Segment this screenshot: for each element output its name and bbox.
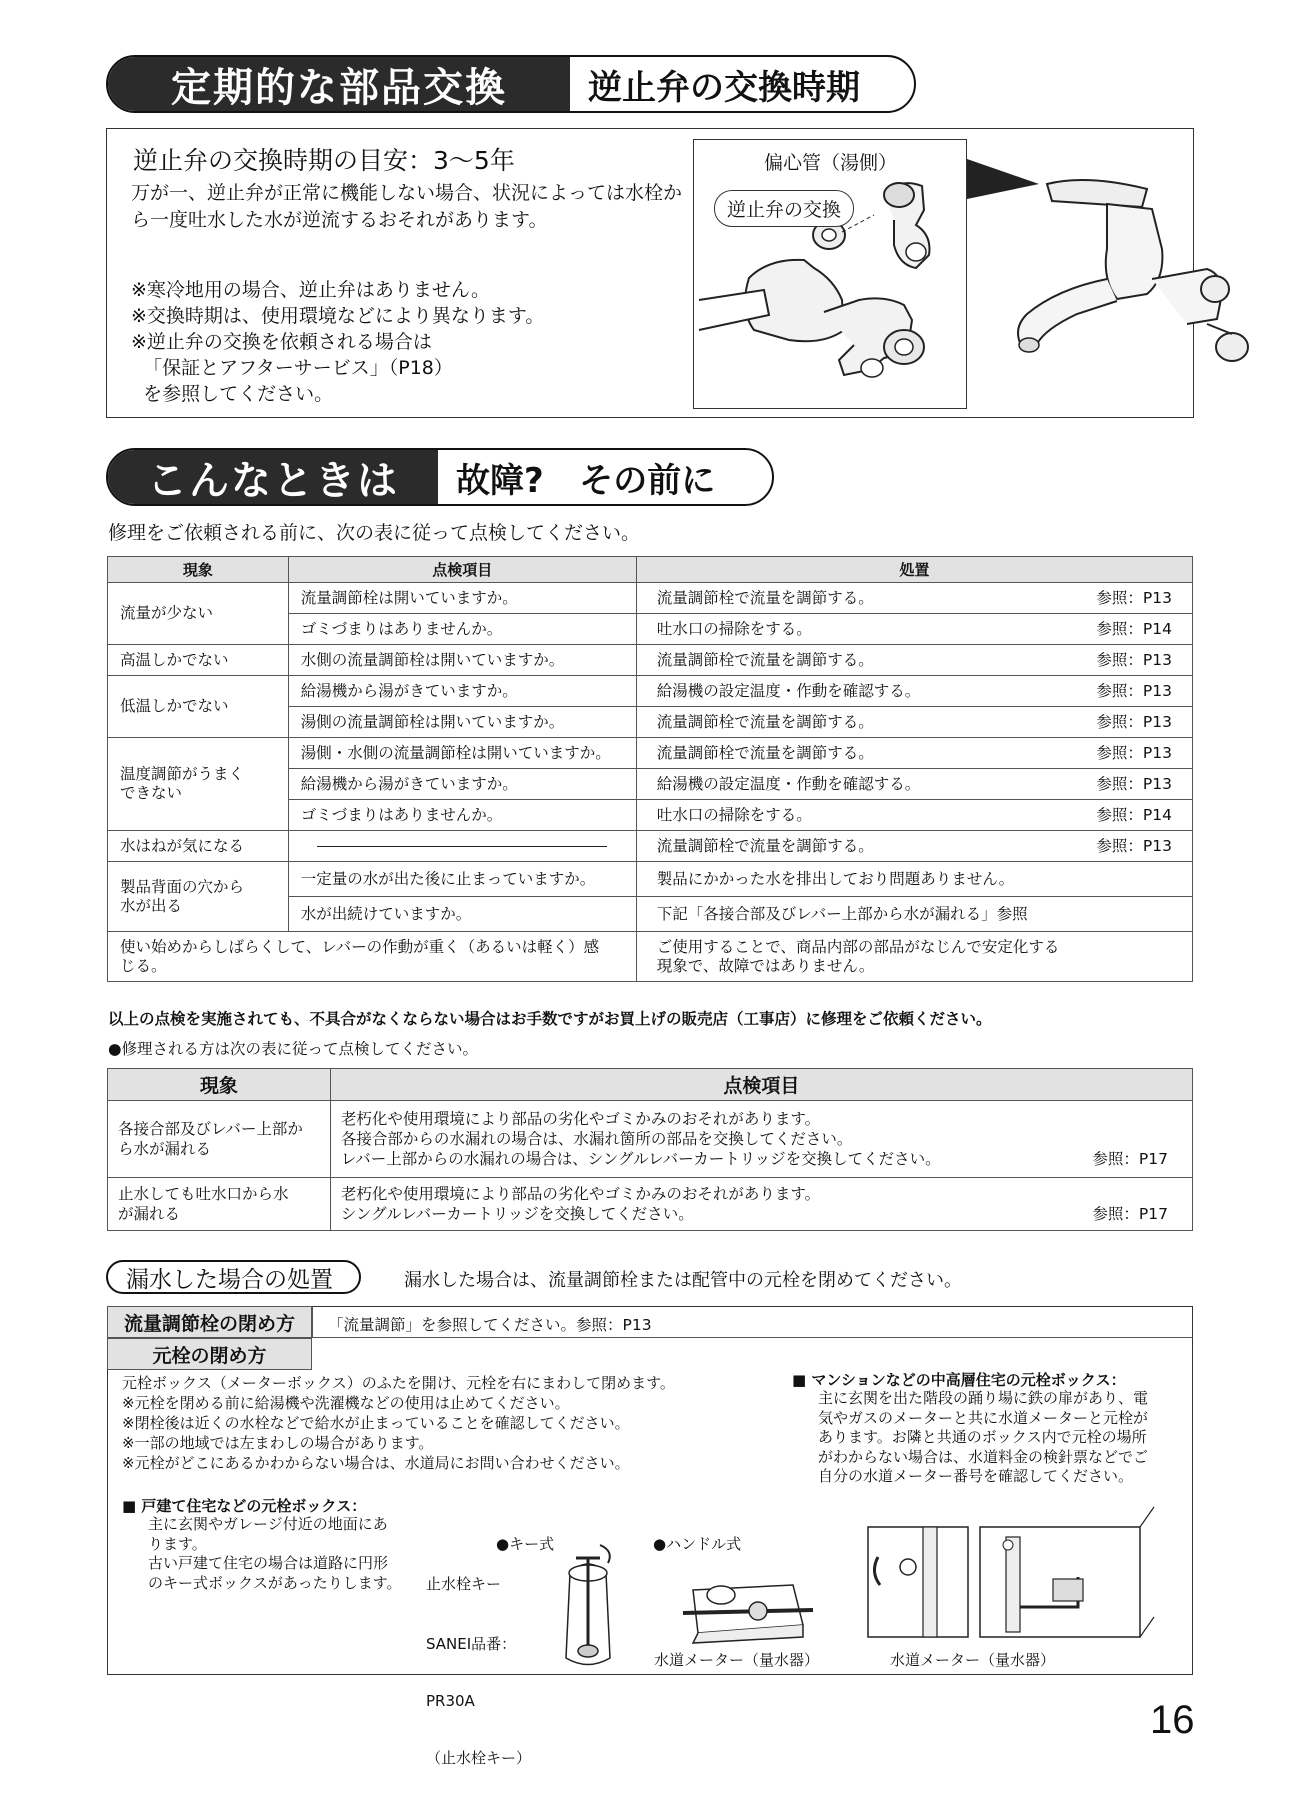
section-header-replacement	[106, 55, 916, 113]
check-valve-guideline-title: 逆止弁の交換時期の目安：3〜5年	[133, 146, 515, 175]
repair-table	[107, 1068, 1193, 1231]
table-row	[108, 862, 1193, 897]
table-header-row	[108, 557, 1193, 583]
page-ref: 参照：P13	[1096, 650, 1172, 669]
part-line: PR30A	[426, 1692, 475, 1710]
check-line: シングルレバーカートリッジを交換してください。	[340, 1205, 694, 1223]
water-meter-label-1: 水道メーター（量水器）	[654, 1651, 820, 1669]
action-cell	[636, 707, 1192, 738]
body-line: 主に玄関やガレージ付近の地面にあ	[148, 1515, 388, 1533]
body-line: ります。	[148, 1534, 207, 1553]
body-line: 古い戸建て住宅の場合は道路に円形	[148, 1554, 389, 1572]
symptom-cell: 止水しても吐水口から水が漏れる	[108, 1178, 331, 1231]
mansion-box-body: 主に玄関を出た階段の踊り場に鉄の扉があり、電気やガスのメーターと共に水道メーターと元栓があります。お隣と共通のボックス内で元栓の場所がわからない場合は、水道料金の検針票などでご自分の水道メーター番号を確認してください。	[818, 1389, 1149, 1485]
table-row	[108, 583, 1193, 614]
check-cell	[330, 1178, 1192, 1231]
section-subtitle: 逆止弁の交換時期	[588, 67, 860, 108]
check-cell: 水が出続けていますか。	[288, 897, 636, 932]
repair-request-note: 以上の点検を実施されても、不具合がなくならない場合はお手数ですがお買上げの販売店（工事店）に修理をご依頼ください。	[108, 1010, 992, 1028]
action-cell	[636, 645, 1192, 676]
table-row	[108, 1101, 1193, 1178]
instruction-line: 元栓ボックス（メーターボックス）のふたを開け、元栓を右にまわして閉めます。	[122, 1374, 675, 1392]
section-title-dark: 定期的な部品交換	[108, 57, 570, 111]
symptom-cell: 製品背面の穴から水が出る	[108, 862, 289, 932]
key-box-illustration	[548, 1533, 628, 1673]
check-cell: ゴミづまりはありませんか。	[288, 614, 636, 645]
check-cell: 流量調節栓は開いていますか。	[288, 583, 636, 614]
house-box-title: ■ 戸建て住宅などの元栓ボックス：	[122, 1497, 367, 1515]
header-check: 点検項目	[288, 557, 636, 583]
action-cell: 下記「各接合部及びレバー上部から水が漏れる」参照	[636, 897, 1192, 932]
symptom-cell: 各接合部及びレバー上部から水が漏れる	[108, 1101, 331, 1178]
action-text: 流量調節栓で流量を調節する。	[656, 588, 874, 607]
faucet-illustration	[967, 129, 1297, 419]
action-cell: ご使用することで、商品内部の部品がなじんで安定化する現象で、故障ではありません。	[636, 932, 1192, 982]
body-line: のキー式ボックスがあったりします。	[148, 1573, 402, 1592]
page-ref: 参照：P13	[1096, 712, 1172, 731]
check-cell: 給湯機から湯がきていますか。	[288, 769, 636, 800]
header-symptom: 現象	[108, 557, 289, 583]
instruction-line: ※一部の地域では左まわしの場合があります。	[122, 1434, 434, 1452]
intro-text: 修理をご依頼される前に、次の表に従って点検してください。	[108, 522, 641, 544]
section-title-dark: こんなときは	[108, 450, 438, 504]
action-cell	[636, 831, 1192, 862]
check-cell: 湯側の流量調節栓は開いていますか。	[288, 707, 636, 738]
check-valve-notes	[131, 277, 691, 407]
leak-section-title: 漏水した場合の処置	[106, 1260, 361, 1294]
check-line: 老朽化や使用環境により部品の劣化やゴミかみのおそれがあります。	[340, 1110, 821, 1128]
page-ref: 参照：P13	[1096, 588, 1172, 607]
table-row	[108, 1178, 1193, 1231]
action-cell	[636, 769, 1192, 800]
page-ref: 参照：P13	[1096, 743, 1172, 762]
symptom-cell: 温度調節がうまくできない	[108, 738, 289, 831]
flow-valve-ref: 「流量調節」を参照してください。参照：P13	[328, 1316, 652, 1334]
page-ref: 参照：P13	[1096, 774, 1172, 793]
valve-closeup-illustration	[694, 140, 965, 407]
check-cell: 湯側・水側の流量調節栓は開いていますか。	[288, 738, 636, 769]
table-row	[108, 831, 1193, 862]
action-cell	[636, 738, 1192, 769]
check-cell-empty	[288, 831, 636, 862]
check-cell: 水側の流量調節栓は開いていますか。	[288, 645, 636, 676]
page-ref: 参照：P17	[1092, 1205, 1168, 1223]
symptom-cell: 流量が少ない	[108, 583, 289, 645]
dash-line	[317, 846, 607, 847]
flow-valve-tag: 流量調節栓の閉め方	[107, 1306, 312, 1338]
check-cell: 給湯機から湯がきていますか。	[288, 676, 636, 707]
section-header-troubleshooting	[106, 448, 774, 506]
page-ref: 参照：P13	[1096, 836, 1172, 855]
symptom-cell: 高温しかでない	[108, 645, 289, 676]
check-valve-info-box	[106, 128, 1194, 418]
table-row	[108, 738, 1193, 769]
part-line: （止水栓キー）	[426, 1749, 532, 1767]
action-text: 吐水口の掃除をする。	[656, 619, 812, 638]
check-cell	[330, 1101, 1192, 1178]
page-number: 16	[1150, 1698, 1195, 1742]
header-check: 点検項目	[330, 1069, 1192, 1101]
action-text: 流量調節栓で流量を調節する。	[656, 712, 874, 731]
action-text: 給湯機の設定温度・作動を確認する。	[656, 774, 921, 793]
instruction-line: ※元栓を閉める前に給湯機や洗濯機などの使用は止めてください。	[122, 1394, 570, 1412]
note-line: ※寒冷地用の場合、逆止弁はありません。	[131, 279, 491, 301]
check-cell: ゴミづまりはありませんか。	[288, 800, 636, 831]
house-box-body	[148, 1515, 402, 1593]
key-type-label: ●キー式	[496, 1535, 555, 1553]
page-ref: 参照：P17	[1092, 1150, 1168, 1168]
action-cell	[636, 583, 1192, 614]
page-ref: 参照：P14	[1096, 619, 1172, 638]
note-line: を参照してください。	[131, 383, 334, 405]
main-valve-instructions	[122, 1373, 675, 1473]
check-valve-replace-label: 逆止弁の交換	[714, 190, 854, 227]
note-line: ※逆止弁の交換を依頼される場合は	[131, 331, 432, 353]
eccentric-pipe-label: 偏心管（湯側）	[764, 152, 898, 174]
check-line: 各接合部からの水漏れの場合は、水漏れ箇所の部品を交換してください。	[340, 1130, 853, 1148]
key-part-number	[426, 1597, 531, 1806]
check-valve-figure	[693, 139, 967, 409]
note-line: 「保証とアフターサービス」（P18）	[131, 357, 453, 379]
action-text: 流量調節栓で流量を調節する。	[656, 743, 874, 762]
symptom-cell-wide: 使い始めからしばらくして、レバーの作動が重く（あるいは軽く）感じる。	[108, 932, 637, 982]
page-ref: 参照：P14	[1096, 805, 1172, 824]
table-row	[108, 932, 1193, 982]
symptom-cell: 水はねが気になる	[108, 831, 289, 862]
check-line: レバー上部からの水漏れの場合は、シングルレバーカートリッジを交換してください。	[340, 1150, 941, 1168]
action-cell	[636, 800, 1192, 831]
key-name-label: 止水栓キー	[426, 1575, 502, 1593]
repairer-note: ●修理される方は次の表に従って点検してください。	[108, 1040, 479, 1058]
part-line: SANEI品番：	[426, 1635, 517, 1653]
note-line: ※交換時期は、使用環境などにより異なります。	[131, 305, 545, 327]
action-text: 流量調節栓で流量を調節する。	[656, 836, 874, 855]
troubleshooting-table	[107, 556, 1193, 982]
action-cell	[636, 614, 1192, 645]
check-cell: 一定量の水が出た後に止まっていますか。	[288, 862, 636, 897]
section-subtitle: 故障? その前に	[456, 460, 716, 501]
action-text: 吐水口の掃除をする。	[656, 805, 812, 824]
action-text: 給湯機の設定温度・作動を確認する。	[656, 681, 921, 700]
action-cell: 製品にかかった水を排出しており問題ありません。	[636, 862, 1192, 897]
header-action: 処置	[636, 557, 1192, 583]
header-symptom: 現象	[108, 1069, 331, 1101]
check-line: 老朽化や使用環境により部品の劣化やゴミかみのおそれがあります。	[340, 1185, 821, 1203]
page-ref: 参照：P13	[1096, 681, 1172, 700]
table-row	[108, 676, 1193, 707]
instruction-line: ※元栓がどこにあるかわからない場合は、水道局にお問い合わせください。	[122, 1454, 630, 1472]
mansion-box-title: ■ マンションなどの中高層住宅の元栓ボックス：	[792, 1371, 1126, 1389]
action-text: 流量調節栓で流量を調節する。	[656, 650, 874, 669]
leak-instruction: 漏水した場合は、流量調節栓または配管中の元栓を閉めてください。	[404, 1270, 962, 1291]
handle-box-illustration	[683, 1555, 813, 1655]
mansion-meter-illustration	[858, 1497, 1158, 1647]
symptom-cell: 低温しかでない	[108, 676, 289, 738]
check-valve-body: 万が一、逆止弁が正常に機能しない場合、状況によっては水栓から一度吐水した水が逆流するおそれがあります。	[131, 182, 683, 231]
main-valve-tag: 元栓の閉め方	[107, 1338, 312, 1370]
table-row	[108, 645, 1193, 676]
check-line-with-ref	[341, 1149, 1182, 1169]
table-header-row	[108, 1069, 1193, 1101]
check-line-with-ref	[341, 1204, 1182, 1224]
action-cell	[636, 676, 1192, 707]
handle-type-label: ●ハンドル式	[653, 1535, 742, 1553]
instruction-line: ※閉栓後は近くの水栓などで給水が止まっていることを確認してください。	[122, 1414, 630, 1432]
water-meter-label-2: 水道メーター（量水器）	[890, 1651, 1056, 1669]
